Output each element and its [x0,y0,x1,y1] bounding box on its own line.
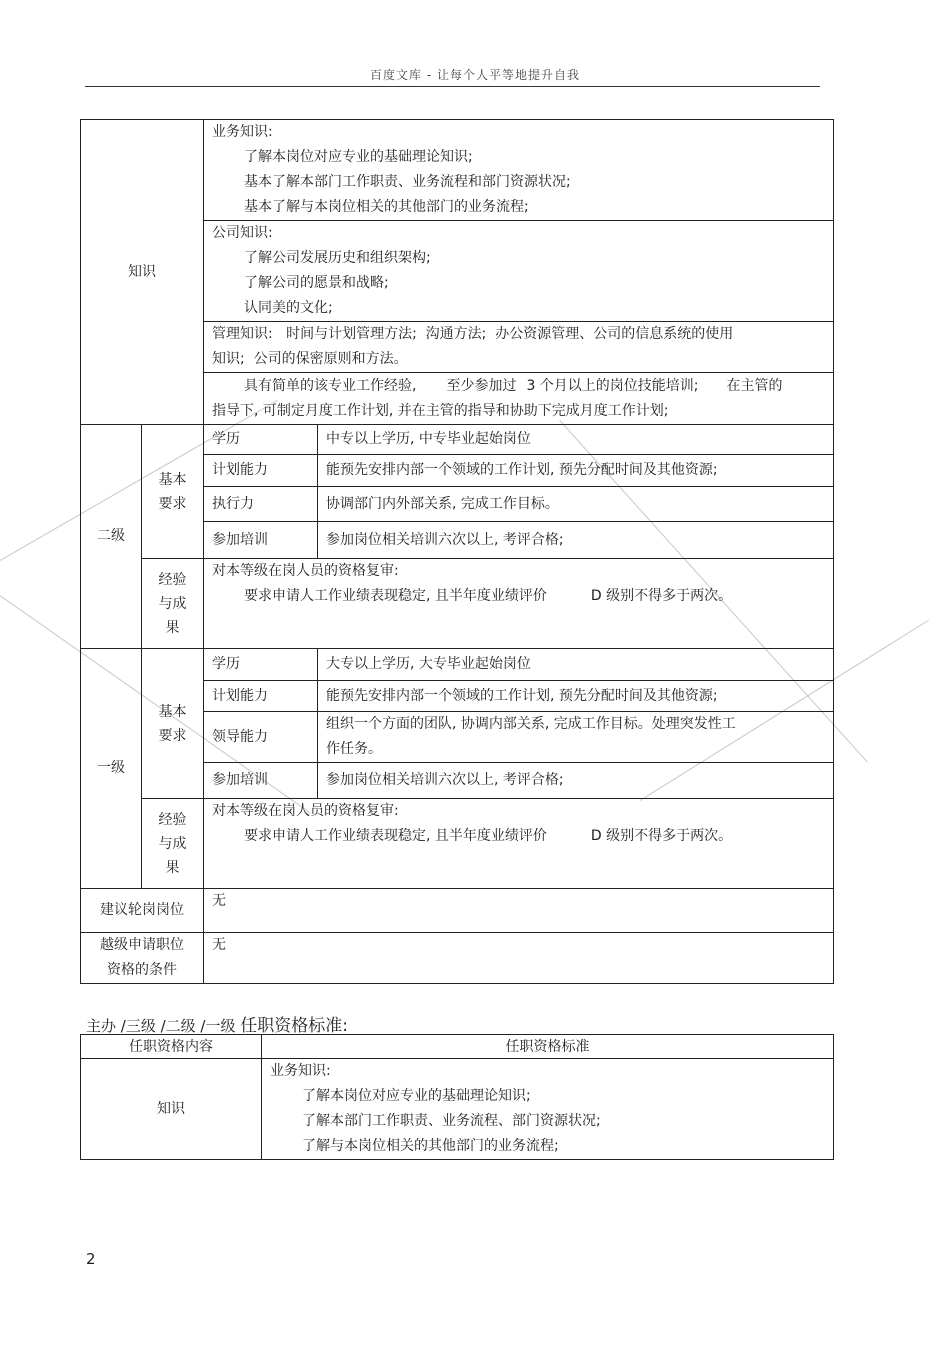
level1-value: 组织一个方面的团队, 协调内部关系, 完成工作目标。处理突发性工 作任务。 [318,712,834,763]
experience-cell [204,373,834,425]
level1-experience-label: 经验 与成 果 [142,799,204,889]
level1-key: 计划能力 [204,681,318,712]
management-knowledge-cell [204,322,834,373]
level1-label: 一级 [81,649,142,889]
business-knowledge-title: 业务知识: [212,124,273,140]
knowledge-label: 知识 [81,120,204,425]
level1-value: 能预先安排内部一个领域的工作计划, 预先分配时间及其他资源; [318,681,834,712]
level1-key: 学历 [204,649,318,681]
page-number: 2 [86,1250,96,1268]
header-rule [85,86,820,87]
rotation-label: 建议轮岗岗位 [81,889,204,933]
level2-key: 学历 [204,425,318,455]
level2-experience-cell: 对本等级在岗人员的资格复审: 要求申请人工作业绩表现稳定, 且半年度业绩评价 D 级别不得多于两次。 [204,559,834,649]
qualification-table-1 [80,119,834,984]
skip-level-label: 越级申请职位 资格的条件 [81,933,204,984]
list-item: 了解公司发展历史和组织架构; [244,250,431,266]
page-header: 百度文库 - 让每个人平等地提升自我 [370,68,580,82]
company-knowledge-title: 公司知识: [212,225,273,241]
list-item: 了解本部门工作职责、业务流程、部门资源状况; [302,1113,601,1129]
experience-text-c: 3 个月以上的岗位技能培训; [526,377,699,394]
table2-knowledge-label: 知识 [81,1059,262,1160]
rotation-value: 无 [204,889,834,933]
list-item: 认同美的文化; [244,300,333,316]
level2-key: 计划能力 [204,455,318,487]
list-item: 了解与本岗位相关的其他部门的业务流程; [302,1138,559,1154]
level1-value: 大专以上学历, 大专毕业起始岗位 [318,649,834,681]
list-item: 了解公司的愿景和战略; [244,275,389,291]
list-item: 了解本岗位对应专业的基础理论知识; [302,1088,531,1104]
management-line-2: 知识; 公司的保密原则和方法。 [212,351,408,367]
table2-header-right: 任职资格标准 [262,1035,834,1059]
level2-value: 中专以上学历, 中专毕业起始岗位 [318,425,834,455]
management-line-1: 管理知识: 时间与计划管理方法; 沟通方法; 办公资源管理、公司的信息系统的使用 [212,326,734,342]
level2-experience-label: 经验 与成 果 [142,559,204,649]
business-knowledge-cell [204,120,834,221]
experience-text-d: 在主管的 [726,377,783,394]
level1-value: 参加岗位相关培训六次以上, 考评合格; [318,763,834,799]
level2-label: 二级 [81,425,142,649]
level2-value: 参加岗位相关培训六次以上, 考评合格; [318,522,834,559]
table2-knowledge-cell: 业务知识: 了解本岗位对应专业的基础理论知识; 了解本部门工作职责、业务流程、部门资源状况; 了解与本岗位相关的其他部门的业务流程; [262,1059,834,1160]
level2-key: 执行力 [204,487,318,522]
level2-value: 能预先安排内部一个领域的工作计划, 预先分配时间及其他资源; [318,455,834,487]
table2-header-left: 任职资格内容 [81,1035,262,1059]
level1-experience-cell: 对本等级在岗人员的资格复审: 要求申请人工作业绩表现稳定, 且半年度业绩评价 D 级别不得多于两次。 [204,799,834,889]
list-item: 基本了解与本岗位相关的其他部门的业务流程; [244,199,529,215]
qualification-table-2 [80,1034,834,1160]
company-knowledge-cell [204,221,834,322]
experience-line-2: 指导下, 可制定月度工作计划, 并在主管的指导和协助下完成月度工作计划; [212,402,669,419]
level2-key: 参加培训 [204,522,318,559]
skip-level-value: 无 [204,933,834,984]
experience-text-a: 具有简单的该专业工作经验, [244,377,417,394]
experience-text-b: 至少参加过 [446,377,517,394]
section-caption: 主办 /三级 /二级 /一级 任职资格标准: [86,1016,348,1036]
level1-key: 领导能力 [204,712,318,763]
level1-basic-label: 基本 要求 [142,649,204,799]
list-item: 了解本岗位对应专业的基础理论知识; [244,149,473,165]
level1-key: 参加培训 [204,763,318,799]
list-item: 基本了解本部门工作职责、业务流程和部门资源状况; [244,174,571,190]
level2-value: 协调部门内外部关系, 完成工作目标。 [318,487,834,522]
level2-basic-label: 基本 要求 [142,425,204,559]
